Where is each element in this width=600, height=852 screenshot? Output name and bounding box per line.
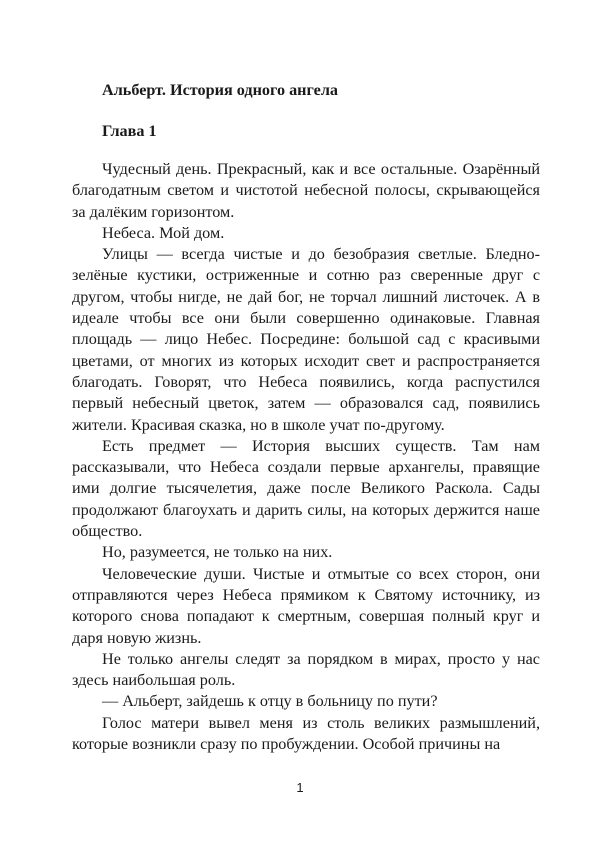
page-content: [72, 80, 540, 755]
paragraph: Улицы — всегда чистые и до безобразия светлые. Бледно-зелёные кустики, остриженные и сотню раз сверенные друг с другом, чтобы нигде, не дай бог, не торчал лишний листочек. А в идеале чтобы все они были совершенно одинаковые. Главная площадь — лицо Небес. Посредине: большой сад с красивыми цветами, от многих из которых исходит свет и распространяется благодать. Говорят, что Небеса появились, когда распустился первый небесный цветок, затем — образовался сад, появились жители. Красивая сказка, но в школе учат по-другому.: [72, 245, 540, 434]
paragraph: Голос матери вывел меня из столь великих размышлений, которые возникли сразу по пробуждении. Особой причины на: [72, 713, 540, 754]
book-title: Альберт. История одного ангела: [102, 81, 338, 99]
paragraph: Не только ангелы следят за порядком в мирах, просто у нас здесь наибольшая роль.: [72, 649, 540, 690]
chapter-heading: Глава 1: [102, 122, 157, 140]
paragraph: Человеческие души. Чистые и отмытые со всех сторон, они отправляются через Небеса прямиком к Святому источнику, из которого снова попадают к смертным, совершая полный круг и даря новую жизнь.: [72, 564, 540, 647]
paragraph: — Альберт, зайдешь к отцу в больницу по пути?: [102, 692, 438, 711]
paragraph: Есть предмет — История высших существ. Там нам рассказывали, что Небеса создали первые архангелы, правящие ими долгие тысячелетия, даже после Великого Раскола. Сады продолжают благоухать и дарить силы, на которых держится наше общество.: [72, 436, 540, 541]
paragraph: Но, разумеется, не только на них.: [102, 543, 333, 562]
page-number: 1: [296, 780, 304, 795]
paragraph: Чудесный день. Прекрасный, как и все остальные. Озарённый благодатным светом и чистотой небесной полосы, скрывающейся за далёким горизонтом.: [72, 160, 540, 221]
paragraph: Небеса. Мой дом.: [102, 223, 225, 242]
body-text: [72, 159, 540, 755]
